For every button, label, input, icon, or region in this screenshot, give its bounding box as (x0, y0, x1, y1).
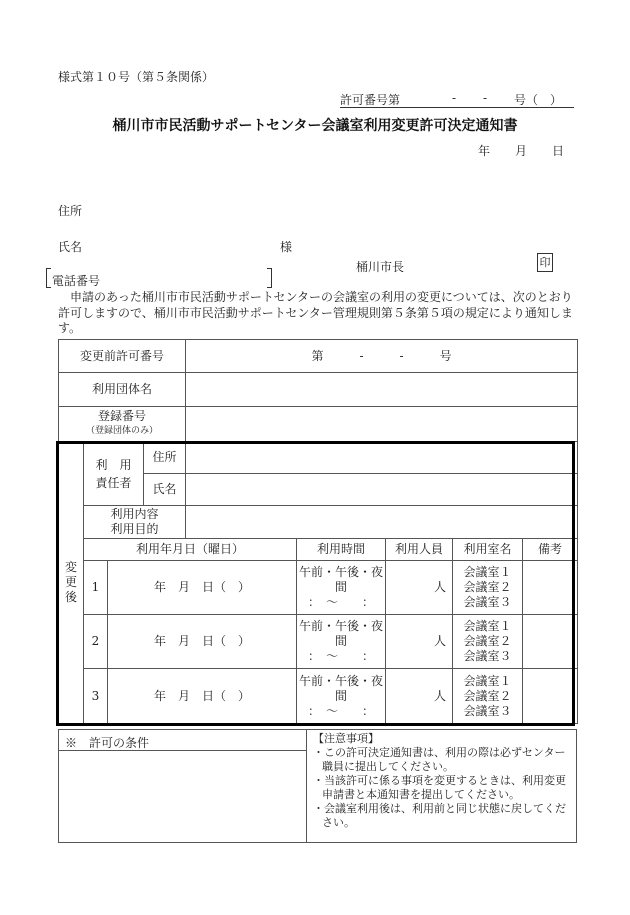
row-time (297, 561, 386, 615)
col-usage-date: 利用年月日（曜日） (84, 539, 297, 561)
permit-conditions-label: ※ 許可の条件 (65, 736, 150, 750)
phone-label: 電話番号 (52, 274, 101, 288)
date-day: 日 (552, 144, 565, 158)
row-date: 年 月 日（ ） (108, 669, 297, 724)
permit-suffix: 号（ ） (514, 93, 563, 107)
row-time (297, 615, 386, 669)
phone-bracket-left (46, 268, 51, 288)
responsible-person-label: 利 用 責任者 (84, 442, 144, 506)
responsible-address-field (186, 442, 578, 474)
group-name-field (186, 373, 578, 407)
registration-number-title: 登録番号 (98, 409, 147, 423)
caution-item-1: ・この許可決定通知書は、利用の際は必ずセンター職員に提出してください。 (313, 746, 566, 773)
responsible-address-label: 住所 (144, 442, 186, 474)
notes-divider (306, 730, 307, 842)
seal-box: 印 (537, 253, 553, 272)
caution-title: 【注意事項】 (313, 732, 379, 745)
group-name-label: 利用団体名 (59, 373, 186, 407)
caution-item-2: ・当該許可に係る事項を変更するときは、利用変更申請書と本通知書を提出してください。 (313, 774, 566, 801)
document-title: 桶川市市民活動サポートセンター会議室利用変更許可決定通知書 (112, 118, 518, 134)
room-option-1: 会議室１ (463, 565, 512, 579)
row-time-range: ： 〜 ： (308, 703, 375, 718)
conditions-divider (59, 750, 306, 751)
room-option-2: 会議室２ (463, 688, 512, 703)
row-time-periods: 午前・午後・夜間 (299, 619, 384, 648)
row-date: 年 月 日（ ） (108, 561, 297, 615)
permit-number-line (340, 91, 574, 108)
row-number: 1 (84, 561, 108, 615)
recipient-name-label: 氏名 (58, 240, 83, 254)
notice-body-text: 申請のあった桶川市市民活動サポートセンターの会議室の利用の変更については、次のとおり許可しますので、桶川市市民活動サポートセンター管理規則第５条第５項の規定により通知します。 (58, 290, 573, 335)
row-number: 3 (84, 669, 108, 724)
recipient-honorific: 様 (280, 240, 293, 254)
registration-number-field (186, 407, 578, 442)
registration-number-label (59, 407, 186, 442)
date-month: 月 (515, 144, 528, 158)
caution-item-3: ・会議室利用後は、利用前と同じ状態に戻してください。 (313, 802, 566, 829)
row-time-range: ： 〜 ： (308, 649, 375, 663)
col-remarks: 備考 (523, 539, 578, 561)
after-change-char-2: 更 (64, 575, 77, 589)
row-rooms (453, 615, 523, 669)
after-change-char-3: 後 (64, 590, 77, 604)
row-date: 年 月 日（ ） (108, 615, 297, 669)
row-time-range: ： 〜 ： (308, 595, 375, 609)
row-time (297, 669, 386, 724)
prev-permit-number-value: 第 - - 号 (186, 340, 578, 373)
permit-number-label: 許可番号第 (340, 93, 401, 107)
after-change-label (59, 442, 84, 724)
room-option-1: 会議室１ (463, 619, 512, 633)
col-usage-people: 利用人員 (386, 539, 453, 561)
col-room-name: 利用室名 (453, 539, 523, 561)
caution-notes (313, 732, 575, 830)
row-people: 人 (386, 669, 453, 724)
row-remarks (523, 561, 578, 615)
row-people: 人 (386, 561, 453, 615)
usage-purpose-label: 利用内容 利用目的 (84, 506, 186, 539)
prev-permit-number-label: 変更前許可番号 (59, 340, 186, 373)
row-rooms (453, 561, 523, 615)
responsible-name-label: 氏名 (144, 474, 186, 506)
date-year: 年 (478, 144, 491, 158)
room-option-2: 会議室２ (463, 634, 512, 648)
phone-bracket-right (267, 268, 272, 288)
registration-number-note: （登録団体のみ） (86, 426, 159, 436)
room-option-3: 会議室３ (463, 595, 512, 609)
notes-box (58, 729, 577, 843)
mayor-label: 桶川市長 (356, 260, 405, 274)
room-option-2: 会議室２ (463, 580, 512, 594)
table-row (59, 669, 578, 724)
permit-dash-2: - (483, 91, 488, 105)
row-number: 2 (84, 615, 108, 669)
responsible-name-field (186, 474, 578, 506)
table-row (59, 615, 578, 669)
row-remarks (523, 669, 578, 724)
row-remarks (523, 615, 578, 669)
row-people: 人 (386, 615, 453, 669)
form-number: 様式第１０号（第５条関係） (58, 70, 215, 84)
recipient-address-label: 住所 (58, 204, 83, 218)
permit-table (58, 339, 578, 724)
permit-dash-1: - (452, 91, 457, 105)
room-option-3: 会議室３ (463, 649, 512, 663)
after-change-char-1: 変 (64, 560, 77, 574)
row-time-periods: 午前・午後・夜間 (299, 565, 384, 594)
room-option-1: 会議室１ (463, 673, 512, 688)
usage-purpose-field (186, 506, 578, 539)
table-row (59, 561, 578, 615)
col-usage-time: 利用時間 (297, 539, 386, 561)
room-option-3: 会議室３ (463, 703, 512, 718)
row-time-periods: 午前・午後・夜間 (299, 673, 384, 703)
row-rooms (453, 669, 523, 724)
